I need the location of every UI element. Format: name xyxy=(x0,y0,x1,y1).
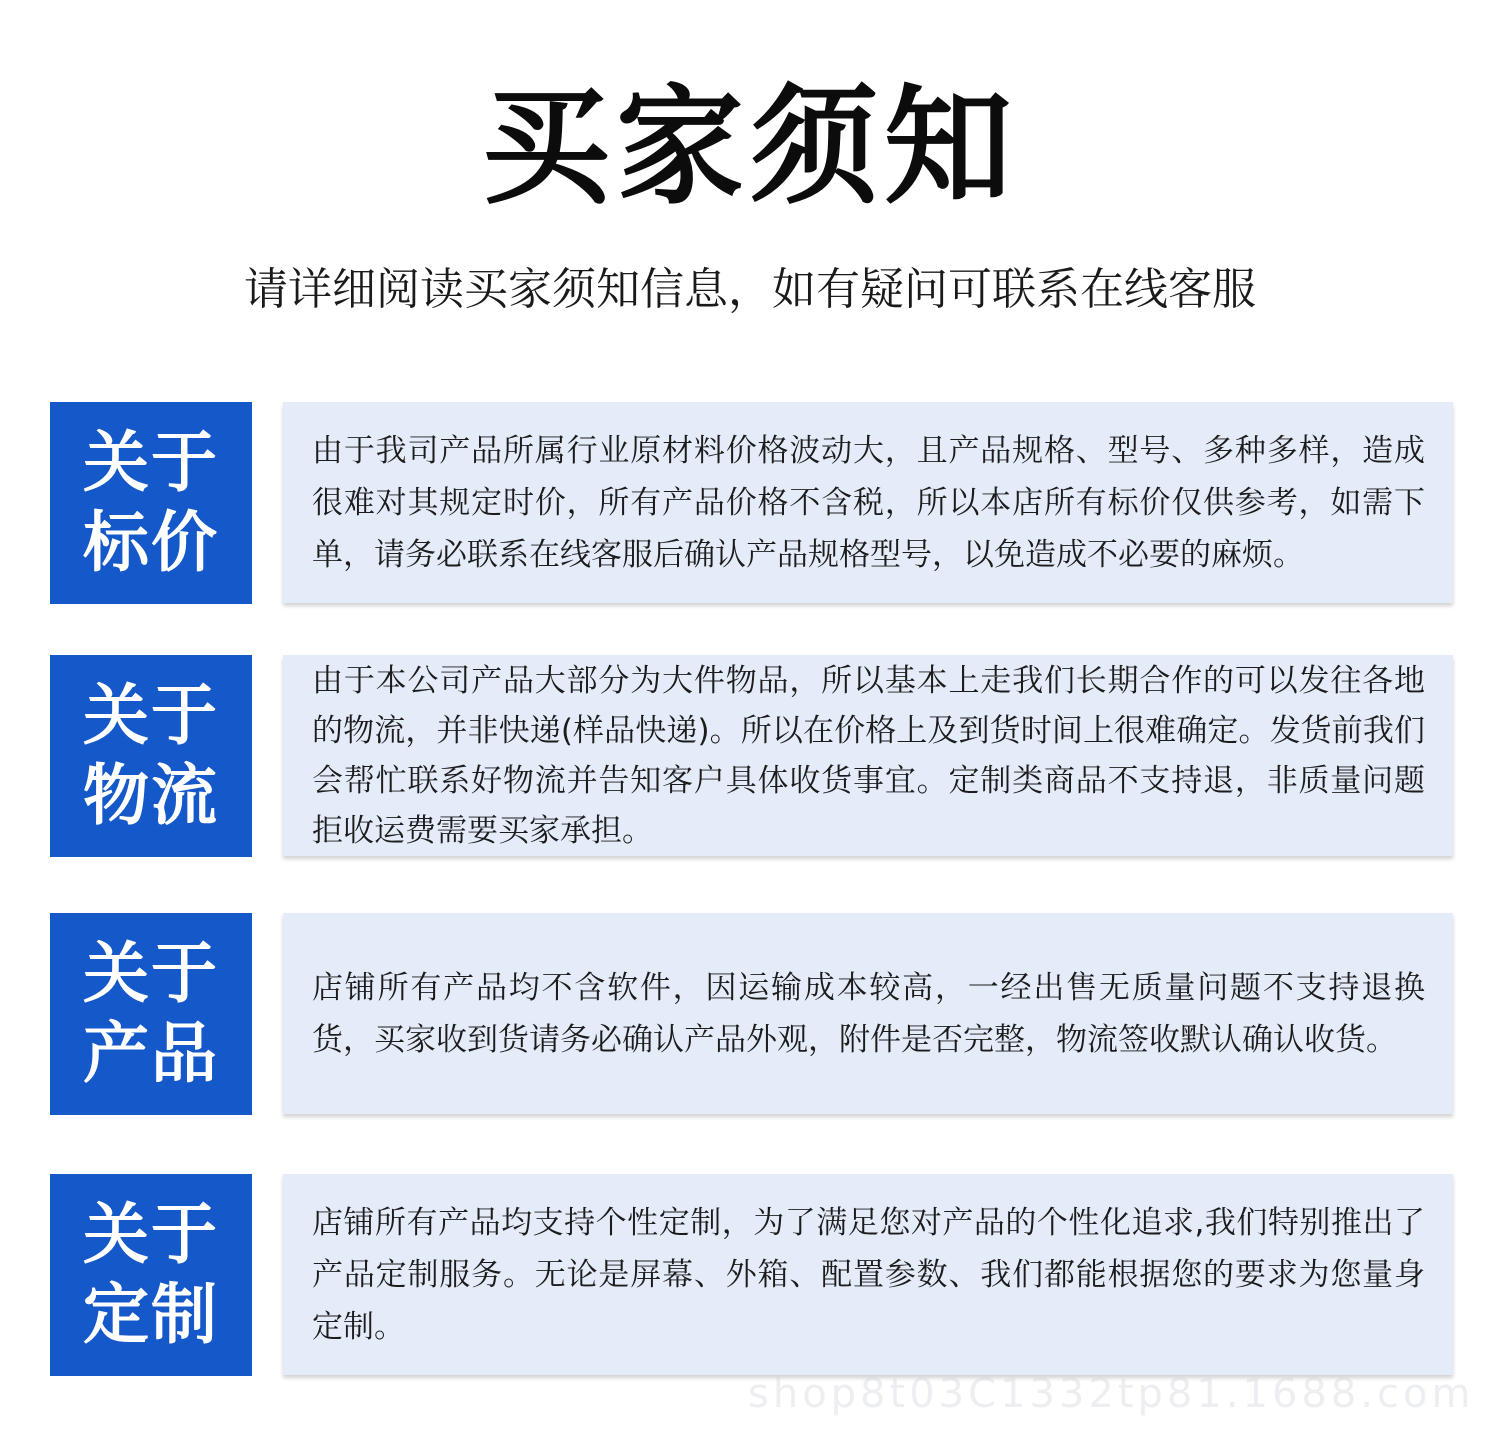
section-product xyxy=(50,913,1454,1115)
section-label-line2: 物流 xyxy=(83,757,219,834)
section-customization xyxy=(50,1174,1454,1376)
section-label-line2: 定制 xyxy=(83,1276,219,1353)
section-label-pricing xyxy=(50,402,252,604)
section-text: 由于我司产品所属行业原材料价格波动大，且产品规格、型号、多种多样，造成很难对其规定时价，所有产品价格不含税，所以本店所有标价仅供参考，如需下单，请务必联系在线客服后确认产品规格型号，以免造成不必要的麻烦。 xyxy=(312,432,1425,573)
section-label-line1: 关于 xyxy=(83,677,219,754)
section-content-logistics xyxy=(283,655,1453,856)
section-label-line1: 关于 xyxy=(83,424,219,501)
section-text: 店铺所有产品均支持个性定制，为了满足您对产品的个性化追求,我们特别推出了产品定制服务。无论是屏幕、外箱、配置参数、我们都能根据您的要求为您量身定制。 xyxy=(312,1204,1425,1345)
section-label-line2: 标价 xyxy=(83,504,219,581)
section-content-customization xyxy=(283,1174,1453,1375)
section-label-product xyxy=(50,913,252,1115)
section-logistics xyxy=(50,655,1454,857)
section-label-line1: 关于 xyxy=(83,1196,219,1273)
section-label-line2: 产品 xyxy=(83,1015,219,1092)
section-label-customization xyxy=(50,1174,252,1376)
section-text: 店铺所有产品均不含软件，因运输成本较高，一经出售无质量问题不支持退换货，买家收到货请务必确认产品外观，附件是否完整，物流签收默认确认收货。 xyxy=(312,969,1425,1058)
section-text: 由于本公司产品大部分为大件物品，所以基本上走我们长期合作的可以发往各地的物流，并非快递(样品快递)。所以在价格上及到货时间上很难确定。发货前我们会帮忙联系好物流并告知客户具体收货事宜。定制类商品不支持退，非质量问题拒收运费需要买家承担。 xyxy=(312,662,1425,849)
page-subtitle: 请详细阅读买家须知信息，如有疑问可联系在线客服 xyxy=(244,264,1256,315)
section-content-product xyxy=(283,913,1453,1114)
section-pricing xyxy=(50,402,1454,604)
section-label-logistics xyxy=(50,655,252,857)
page-title: 买家须知 xyxy=(481,73,1018,222)
watermark: shop8t03C1332tp81.1688.com xyxy=(748,1371,1475,1417)
section-content-pricing xyxy=(283,402,1453,603)
section-label-line1: 关于 xyxy=(83,935,219,1012)
